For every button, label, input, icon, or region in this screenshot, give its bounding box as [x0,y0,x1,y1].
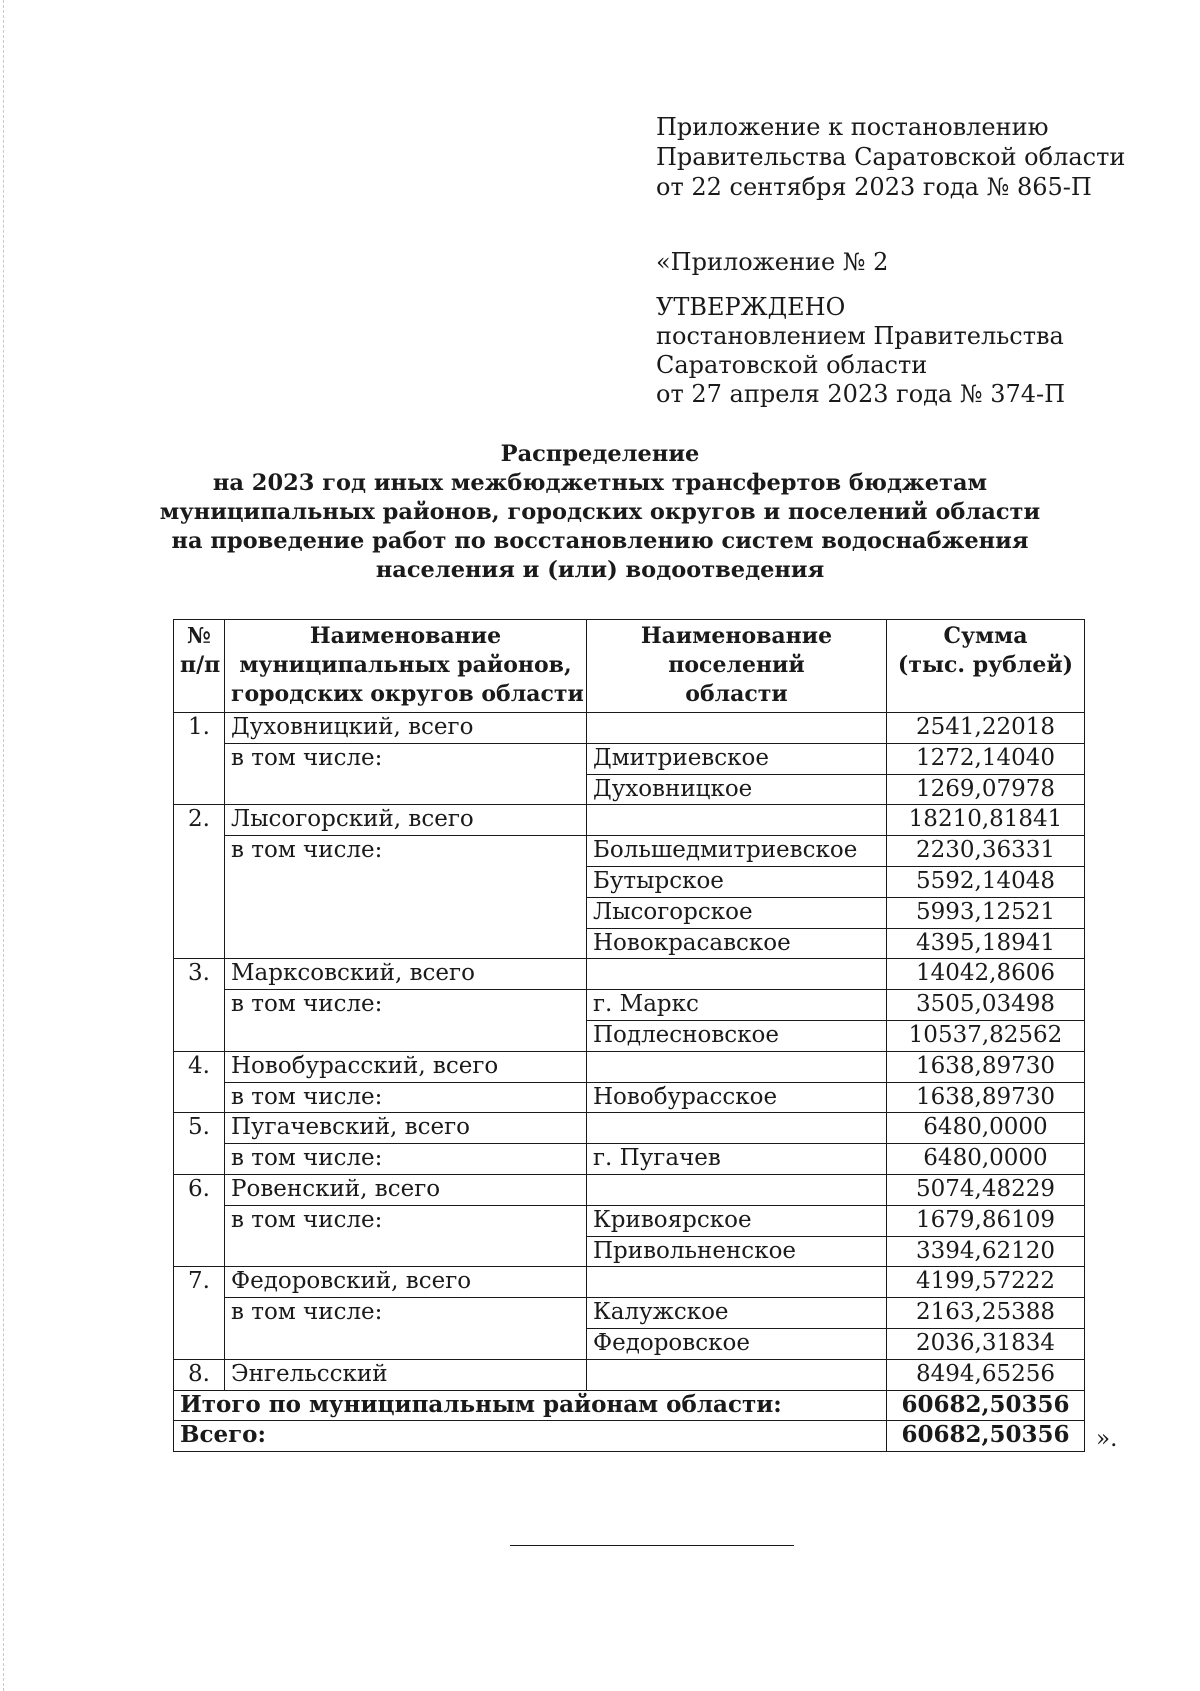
district-row [174,1174,1085,1205]
including-label: в том числе: [225,1082,587,1113]
settlement-empty [587,1051,887,1082]
settlement-sum: 5592,14048 [887,866,1085,897]
settlement-row [174,1205,1085,1236]
district-row [174,1359,1085,1390]
settlement-sum: 1638,89730 [887,1082,1085,1113]
title-line: муниципальных районов, городских округов и поселений области [159,499,1041,525]
header-line: Приложение к постановлению [656,113,1049,141]
district-name: Новобурасский, всего [225,1051,587,1082]
settlement-name: Духовницкое [587,774,887,805]
settlement-sum: 5993,12521 [887,897,1085,928]
title-line: населения и (или) водоотведения [375,557,825,583]
district-total: 5074,48229 [887,1174,1085,1205]
district-name: Духовницкий, всего [225,713,587,744]
row-number: 7. [174,1267,225,1359]
district-row [174,1051,1085,1082]
district-name: Лысогорский, всего [225,805,587,836]
district-row [174,1267,1085,1298]
settlement-empty [587,713,887,744]
title-line: на проведение работ по восстановлению систем водоснабжения [171,528,1029,554]
district-row [174,959,1085,990]
district-name: Пугачевский, всего [225,1113,587,1144]
including-label: в том числе: [225,1298,587,1360]
settlement-sum: 2163,25388 [887,1298,1085,1329]
settlement-sum: 3394,62120 [887,1236,1085,1267]
grand-total-row [174,1421,1085,1452]
settlement-name: Привольненское [587,1236,887,1267]
settlement-row [174,1082,1085,1113]
header-line: от 22 сентября 2023 года № 865-П [656,173,1092,201]
district-total: 4199,57222 [887,1267,1085,1298]
settlement-row [174,990,1085,1021]
including-label: в том числе: [225,990,587,1052]
document-title [150,440,1050,585]
settlement-row [174,1298,1085,1329]
settlement-empty [587,1113,887,1144]
bottom-divider [510,1545,794,1546]
district-total: 18210,81841 [887,805,1085,836]
grand-total-label: Всего: [174,1421,887,1452]
settlement-empty [587,1174,887,1205]
including-label: в том числе: [225,743,587,805]
header-num: № п/п [174,620,225,713]
settlement-empty [587,959,887,990]
settlement-sum: 1269,07978 [887,774,1085,805]
appendix-header [656,112,1176,202]
row-number: 1. [174,713,225,805]
settlement-row [174,1144,1085,1175]
district-name: Ровенский, всего [225,1174,587,1205]
settlement-name: Кривоярское [587,1205,887,1236]
row-number: 5. [174,1113,225,1175]
total-value: 60682,50356 [887,1390,1085,1421]
total-label: Итого по муниципальным районам области: [174,1390,887,1421]
district-total: 2541,22018 [887,713,1085,744]
approved-word: УТВЕРЖДЕНО [656,293,846,321]
district-total: 8494,65256 [887,1359,1085,1390]
approved-line: постановлением Правительства [656,322,1064,350]
settlement-name: г. Пугачев [587,1144,887,1175]
title-line: Распределение [500,441,700,467]
settlement-sum: 4395,18941 [887,928,1085,959]
row-number: 3. [174,959,225,1051]
settlement-sum: 1679,86109 [887,1205,1085,1236]
approval-stamp-block [656,248,1176,409]
settlement-sum: 2036,31834 [887,1328,1085,1359]
distribution-table [173,619,1085,1452]
grand-total-value: 60682,50356 [887,1421,1085,1452]
row-number: 2. [174,805,225,959]
settlement-name: г. Маркс [587,990,887,1021]
page-edge-line [3,0,4,1691]
settlement-sum: 3505,03498 [887,990,1085,1021]
district-name: Федоровский, всего [225,1267,587,1298]
district-row [174,713,1085,744]
total-row [174,1390,1085,1421]
including-label: в том числе: [225,1205,587,1267]
approved-line: от 27 апреля 2023 года № 374-П [656,380,1066,408]
approved-line: Саратовской области [656,351,928,379]
including-label: в том числе: [225,1144,587,1175]
header-sum: Сумма (тыс. рублей) [887,620,1085,713]
district-total: 6480,0000 [887,1113,1085,1144]
settlement-name: Подлесновское [587,1020,887,1051]
settlement-name: Лысогорское [587,897,887,928]
settlement-sum: 6480,0000 [887,1144,1085,1175]
settlement-name: Большедмитриевское [587,836,887,867]
row-number: 8. [174,1359,225,1390]
table-body [174,713,1085,1391]
settlement-name: Бутырское [587,866,887,897]
district-name: Марксовский, всего [225,959,587,990]
header-settlement: Наименование поселений области [587,620,887,713]
settlement-name: Новобурасское [587,1082,887,1113]
district-row [174,1113,1085,1144]
district-row [174,805,1085,836]
settlement-empty [587,805,887,836]
settlement-row [174,743,1085,774]
header-line: Правительства Саратовской области [656,143,1126,171]
table-header-row [174,620,1085,713]
settlement-name: Федоровское [587,1328,887,1359]
settlement-empty [587,1267,887,1298]
row-number: 6. [174,1174,225,1266]
settlement-name: Дмитриевское [587,743,887,774]
closing-quote: ». [1096,1426,1118,1452]
district-total: 14042,8606 [887,959,1085,990]
row-number: 4. [174,1051,225,1113]
settlement-name: Новокрасавское [587,928,887,959]
title-line: на 2023 год иных межбюджетных трансфертов бюджетам [212,470,988,496]
appendix-number: «Приложение № 2 [656,248,889,276]
settlement-name: Калужское [587,1298,887,1329]
settlement-empty [587,1359,887,1390]
including-label: в том числе: [225,836,587,959]
settlement-sum: 1272,14040 [887,743,1085,774]
settlement-sum: 10537,82562 [887,1020,1085,1051]
settlement-row [174,836,1085,867]
settlement-sum: 2230,36331 [887,836,1085,867]
header-district: Наименование муниципальных районов, городских округов области [225,620,587,713]
district-total: 1638,89730 [887,1051,1085,1082]
district-name: Энгельсский [225,1359,587,1390]
